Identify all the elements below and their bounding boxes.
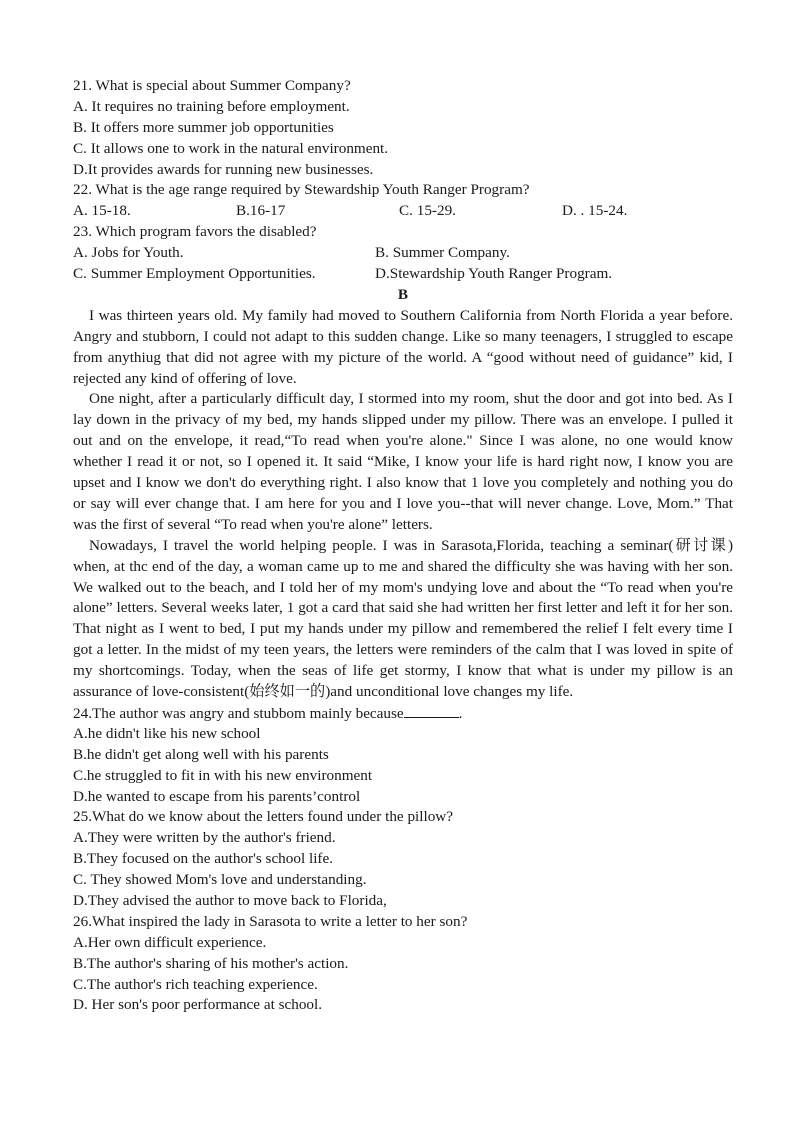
question-21-stem: 21. What is special about Summer Company? [73, 77, 351, 94]
question-22-options [73, 201, 733, 222]
question-24-stem-end: . [458, 705, 463, 723]
question-25-option-a: A.They were written by the author's friend. [73, 829, 336, 847]
question-25-stem: 25.What do we know about the letters found under the pillow? [73, 808, 454, 826]
question-25-option-c: C. They showed Mom's love and understanding. [73, 871, 367, 889]
question-22-option-b: B.16-17 [236, 202, 286, 220]
question-23-options-row-2 [73, 264, 733, 285]
question-21-option-b: B. It offers more summer job opportunities [73, 118, 334, 136]
answer-blank [404, 703, 459, 718]
question-23-option-c: C. Summer Employment Opportunities. [73, 265, 316, 283]
question-23-stem: 23. Which program favors the disabled? [73, 223, 317, 241]
question-24-stem-line [73, 703, 733, 724]
question-21-option-a: A. It requires no training before employment. [73, 97, 350, 115]
question-22-option-c: C. 15-29. [399, 202, 456, 220]
section-b-heading: B [397, 285, 409, 303]
question-26-option-d: D. Her son's poor performance at school. [73, 996, 323, 1014]
question-26-option-c: C.The author's rich teaching experience. [73, 975, 318, 993]
question-24-option-b: B.he didn't get along well with his parents [73, 745, 329, 763]
question-26-stem: 26.What inspired the lady in Sarasota to write a letter to her son? [73, 912, 468, 930]
question-22-stem: 22. What is the age range required by Stewardship Youth Ranger Program? [73, 181, 530, 199]
question-24-stem: 24.The author was angry and stubbom mainly because [73, 705, 404, 723]
question-24-option-c: C.he struggled to fit in with his new environment [73, 766, 373, 784]
question-23-option-a: A. Jobs for Youth. [73, 244, 184, 262]
question-25-option-d: D.They advised the author to move back to Florida, [73, 892, 387, 910]
question-23-option-b: B. Summer Company. [375, 244, 510, 262]
question-23-options-row-1 [73, 243, 733, 264]
question-22-option-d: D. . 15-24. [562, 202, 628, 220]
question-26-option-a: A.Her own difficult experience. [73, 933, 267, 951]
question-22-option-a: A. 15-18. [73, 202, 131, 220]
passage-paragraph-1: I was thirteen years old. My family had moved to Southern California from North Florida a year before. Angry and stubborn, I could not adapt to this sudden change. Like so many teenagers, I struggled to escape from anythiug that did not agree with my picture of the world. A “good without need of guidance” kid, I rejected any kind of offering of love. [73, 306, 733, 387]
passage-paragraph-3: Nowadays, I travel the world helping people. I was in Sarasota,Florida, teaching a seminar(研讨课) when, at thc end of the day, a woman came up to me and shared the difficulty she was having with her son. We walked out to the beach, and I told her of my mom's undying love and about the “To read when you're alone” letters. Several weeks later, 1 got a card that said she had written her first letter and left it for her son. That night as I went to bed, I put my hands under my pillow and remembered the relief I felt every time I got a letter. In the midst of my teen years, the letters were reminders of the calm that I was loved in spite of my shortcomings. Today, when the seas of life get stormy, I know that what is under my pillow is an assurance of love-consistent(始终如一的)and unconditional love changes my life. [73, 536, 733, 701]
question-21-option-c: C. It allows one to work in the natural environment. [73, 139, 389, 157]
passage-paragraph-2: One night, after a particularly difficult day, I stormed into my room, shut the door and got into bed. As I lay down in the privacy of my bed, my hands slipped under my pillow. There was an envelope. I pulled it out and on the envelope, it read,“To read when you're alone." Since I was alone, no one would know whether I read it or not, so I opened it. It said “Mike, I know your life is hard right now, I know you are upset and I know we don't do everything right. I also know that 1 love you completely and nothing you do or say will ever change that. I am here for you and I love you--that will never change. Love, Mom.” That was the first of several “To read when you're alone” letters. [73, 390, 733, 533]
question-23-option-d: D.Stewardship Youth Ranger Program. [375, 265, 613, 283]
page-content [73, 76, 733, 1016]
question-21-option-d: D.It provides awards for running new businesses. [73, 160, 374, 178]
question-24-option-a: A.he didn't like his new school [73, 724, 261, 742]
question-24-option-d: D.he wanted to escape from his parents’control [73, 787, 361, 805]
question-25-option-b: B.They focused on the author's school life. [73, 850, 334, 868]
question-26-option-b: B.The author's sharing of his mother's action. [73, 954, 349, 972]
